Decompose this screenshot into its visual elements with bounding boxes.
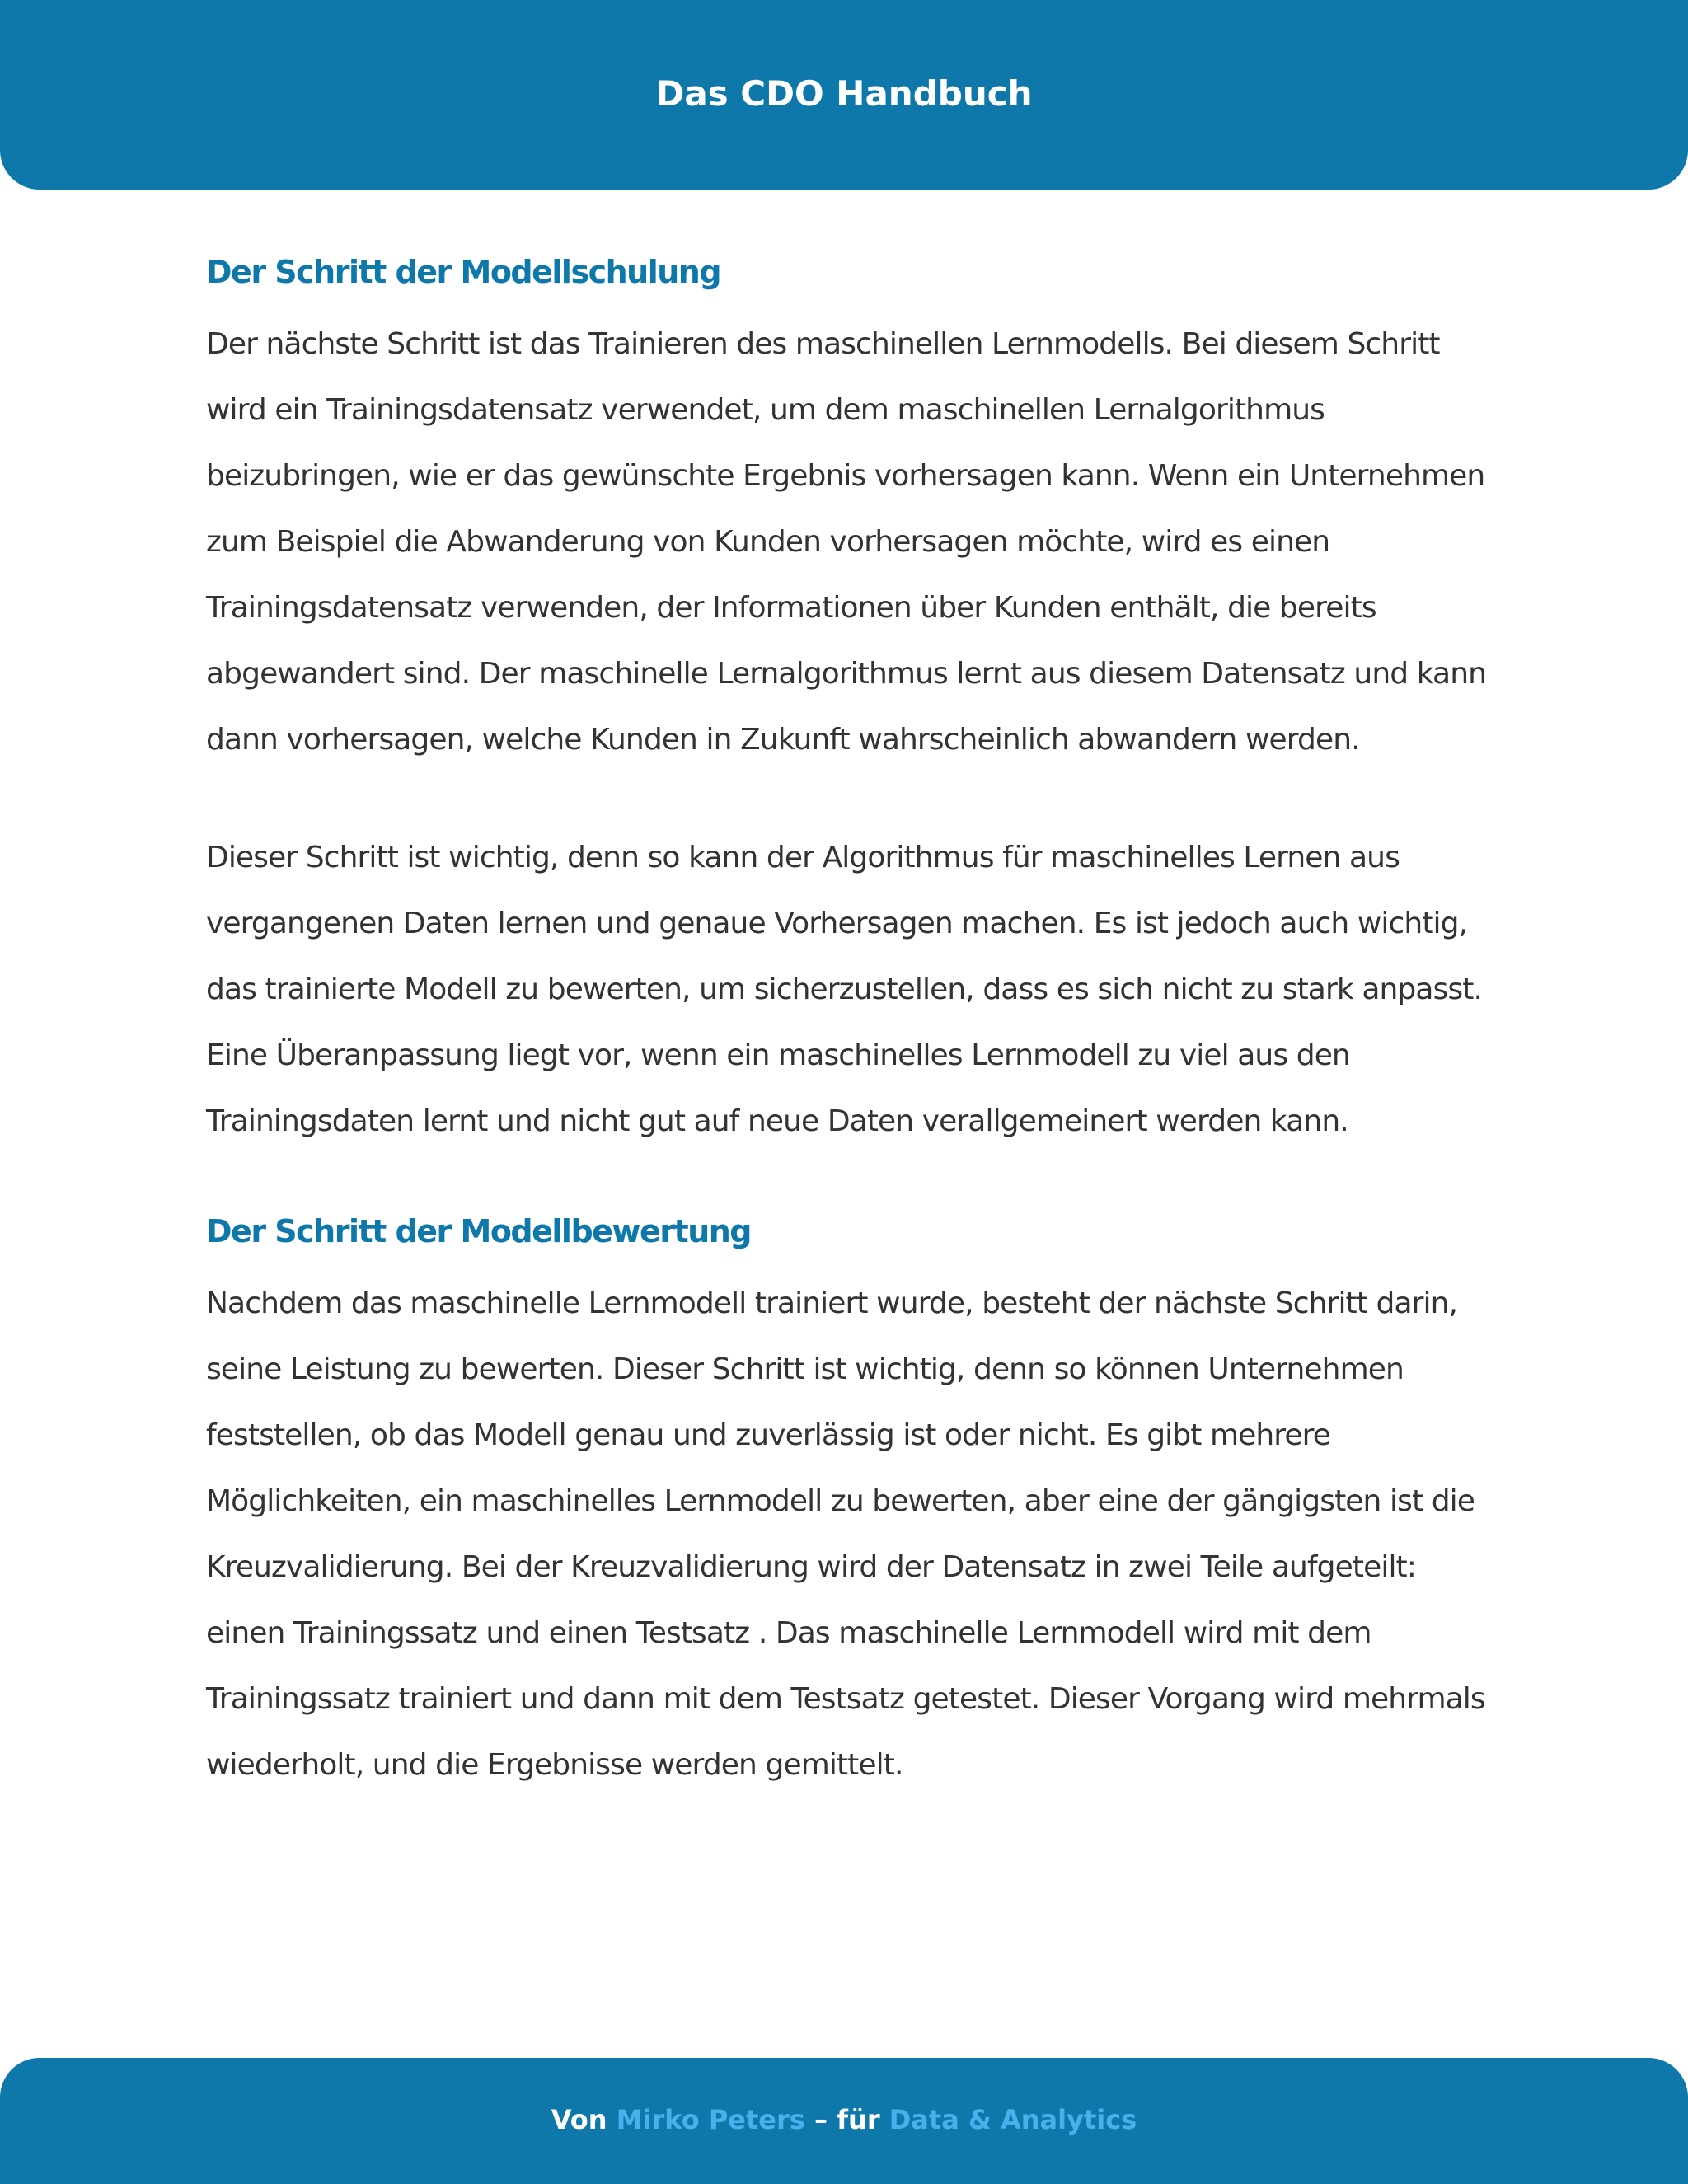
footer-separator: – für [814,2104,880,2135]
paragraph-modellschulung-1: Der nächste Schritt ist das Trainieren des maschinellen Lernmodells. Bei diesem Schritt wird ein Trainingsdatensatz verwendet, um dem maschinellen Lernalgorithmus beizubringen, wie er das gewünschte Ergebnis vorhersagen kann. Wenn ein Unternehmen zum Beispiel die Abwanderung von Kunden vorhersagen möchte, wird es einen Trainingsdatensatz verwenden, der Informationen über Kunden enthält, die bereits abgewandert sind. Der maschinelle Lernalgorithmus lernt aus diesem Datensatz und kann dann vorhersagen, welche Kunden in Zukunft wahrscheinlich abwandern werden. [206,327,1487,757]
section-heading-modellbewertung: Der Schritt der Modellbewertung [206,1213,752,1249]
footer-author: Mirko Peters [616,2104,805,2135]
page-header [0,0,1688,190]
footer-prefix: Von [551,2104,607,2135]
header-title: Das CDO Handbuch [655,73,1033,114]
section-heading-modellschulung: Der Schritt der Modellschulung [206,254,721,290]
page-content [206,247,1492,1798]
paragraph-modellschulung-2: Dieser Schritt ist wichtig, denn so kann der Algorithmus für maschinelles Lernen aus vergangenen Daten lernen und genaue Vorhersagen machen. Es ist jedoch auch wichtig, das trainierte Modell zu bewerten, um sicherzustellen, dass es sich nicht zu stark anpasst. Eine Überanpassung liegt vor, wenn ein maschinelles Lernmodell zu viel aus den Trainingsdaten lernt und nicht gut auf neue Daten verallgemeinert werden kann. [206,841,1482,1138]
footer-credit [0,2099,1688,2140]
footer-organization: Data & Analytics [889,2104,1137,2135]
paragraph-modellbewertung-1: Nachdem das maschinelle Lernmodell trainiert wurde, besteht der nächste Schritt darin, seine Leistung zu bewerten. Dieser Schritt ist wichtig, denn so können Unternehmen feststellen, ob das Modell genau und zuverlässig ist oder nicht. Es gibt mehrere Möglichkeiten, ein maschinelles Lernmodell zu bewerten, aber eine der gängigsten ist die Kreuzvalidierung. Bei der Kreuzvalidierung wird der Datensatz in zwei Teile aufgeteilt: einen Trainingssatz und einen Testsatz . Das maschinelle Lernmodell wird mit dem Trainingssatz trainiert und dann mit dem Testsatz getestet. Dieser Vorgang wird mehrmals wiederholt, und die Ergebnisse werden gemittelt. [206,1286,1485,1782]
page-footer [0,2058,1688,2184]
